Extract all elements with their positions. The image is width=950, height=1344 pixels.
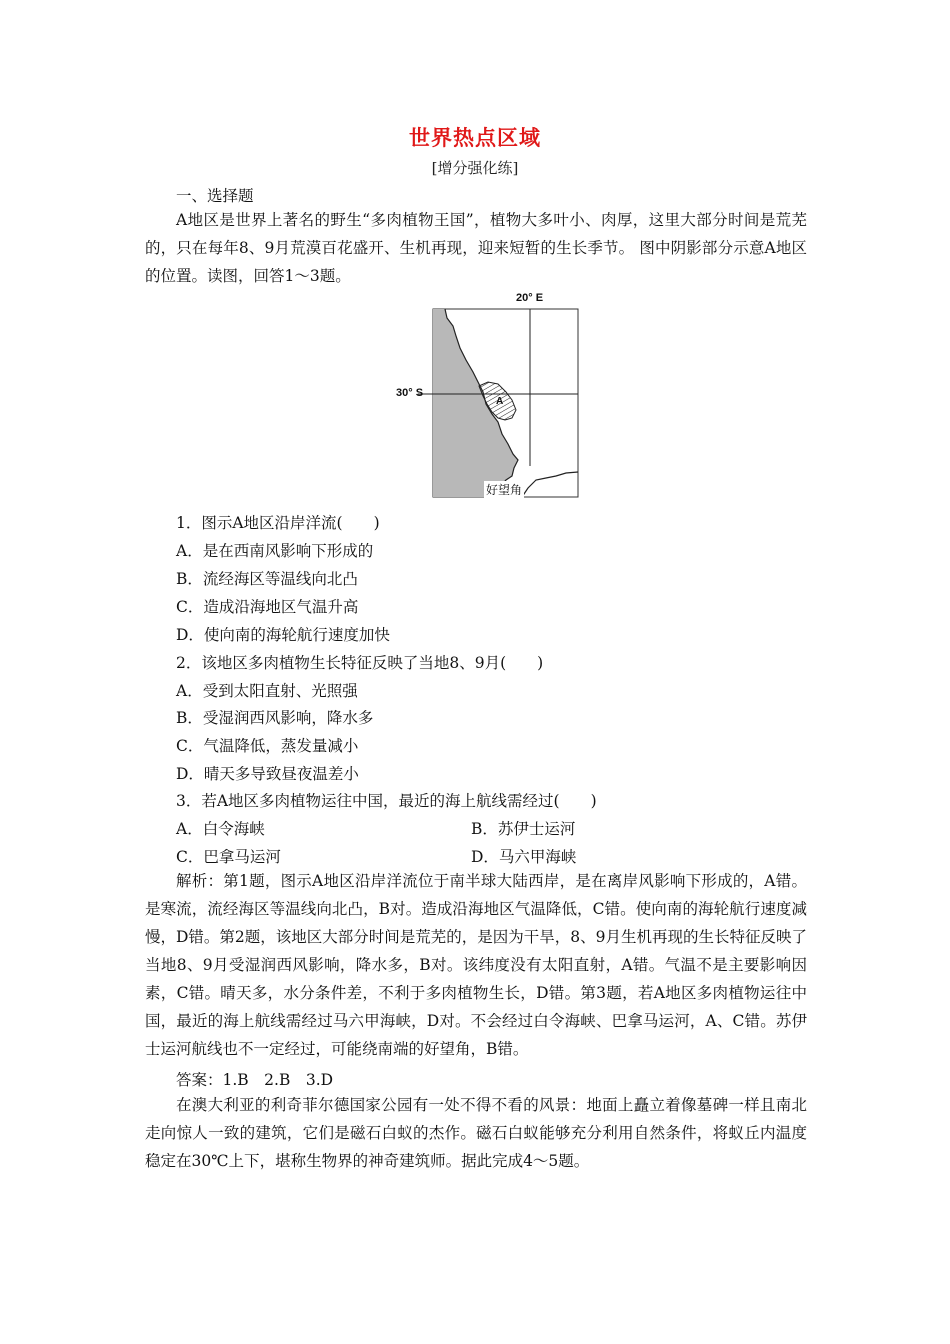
- q3-option-a: A．白令海峡: [176, 820, 265, 838]
- intro-paragraph-1: A地区是世界上著名的野生“多肉植物王国”，植物大多叶小、肉厚，这里大部分时间是荒芜的，只在每年8、9月荒漠百花盛开、生机再现，迎来短暂的生长季节。 图中阴影部分示意A地区的位置。读图，回答1～3题。: [145, 211, 807, 285]
- q1-option-c: C．造成沿海地区气温升高: [176, 598, 359, 616]
- q2-stem: 2．该地区多肉植物生长特征反映了当地8、9月( ): [176, 654, 544, 672]
- q2-option-c: C．气温降低，蒸发量减小: [176, 737, 359, 755]
- region-a-label: A: [496, 396, 504, 407]
- q3-option-b: B．苏伊士运河: [471, 820, 576, 838]
- q3-option-d: D．马六甲海峡: [471, 848, 577, 866]
- intro-paragraph-2: 在澳大利亚的利奇菲尔德国家公园有一处不得不看的风景：地面上矗立着像墓碑一样且南北走向惊人一致的建筑，它们是磁石白蚁的杰作。磁石白蚁能够充分利用自然条件，将蚁丘内温度稳定在30℃上下，堪称生物界的神奇建筑师。据此完成4～5题。: [145, 1096, 807, 1170]
- answer-line: 答案：1.B 2.B 3.D: [176, 1071, 334, 1089]
- page-subtitle: [增分强化练]: [431, 159, 519, 177]
- lon-label: 20° E: [516, 292, 544, 304]
- q3-stem: 3．若A地区多肉植物运往中国，最近的海上航线需经过( ): [176, 792, 597, 810]
- section-heading: 一、选择题: [176, 187, 254, 205]
- q3-option-c: C．巴拿马运河: [176, 848, 281, 866]
- analysis-paragraph: 解析：第1题，图示A地区沿岸洋流位于南半球大陆西岸，是在离岸风影响下形成的，A错。是寒流，流经海区等温线向北凸，B对。造成沿海地区气温降低，C错。使向南的海轮航行速度减慢，D错。第2题，该地区大部分时间是荒芜的，是因为干旱，8、9月生机再现的生长特征反映了当地8、9月受湿润西风影响，降水多，B对。该纬度没有太阳直射，A错。气温不是主要影响因素，C错。晴天多，水分条件差，不利于多肉植物生长，D错。第3题，若A地区多肉植物运往中国，最近的海上航线需经过马六甲海峡，D对。不会经过白令海峡、巴拿马运河，A、C错。苏伊士运河航线也不一定经过，可能绕南端的好望角，B错。: [145, 872, 808, 1058]
- q1-stem: 1．图示A地区沿岸洋流( ): [176, 514, 380, 532]
- q1-option-b: B．流经海区等温线向北凸: [176, 570, 358, 588]
- region-map: [390, 292, 590, 508]
- page-title: 世界热点区域: [409, 126, 541, 150]
- region-map-svg: [390, 296, 590, 508]
- q2-option-d: D．晴天多导致昼夜温差小: [176, 765, 359, 783]
- q2-option-a: A．受到太阳直射、光照强: [176, 682, 358, 700]
- cape-label: 好望角: [486, 483, 523, 497]
- lat-label: 30° S: [396, 387, 424, 399]
- q1-option-a: A．是在西南风影响下形成的: [176, 542, 374, 560]
- q1-option-d: D．使向南的海轮航行速度加快: [176, 626, 390, 644]
- q2-option-b: B．受湿润西风影响，降水多: [176, 709, 374, 727]
